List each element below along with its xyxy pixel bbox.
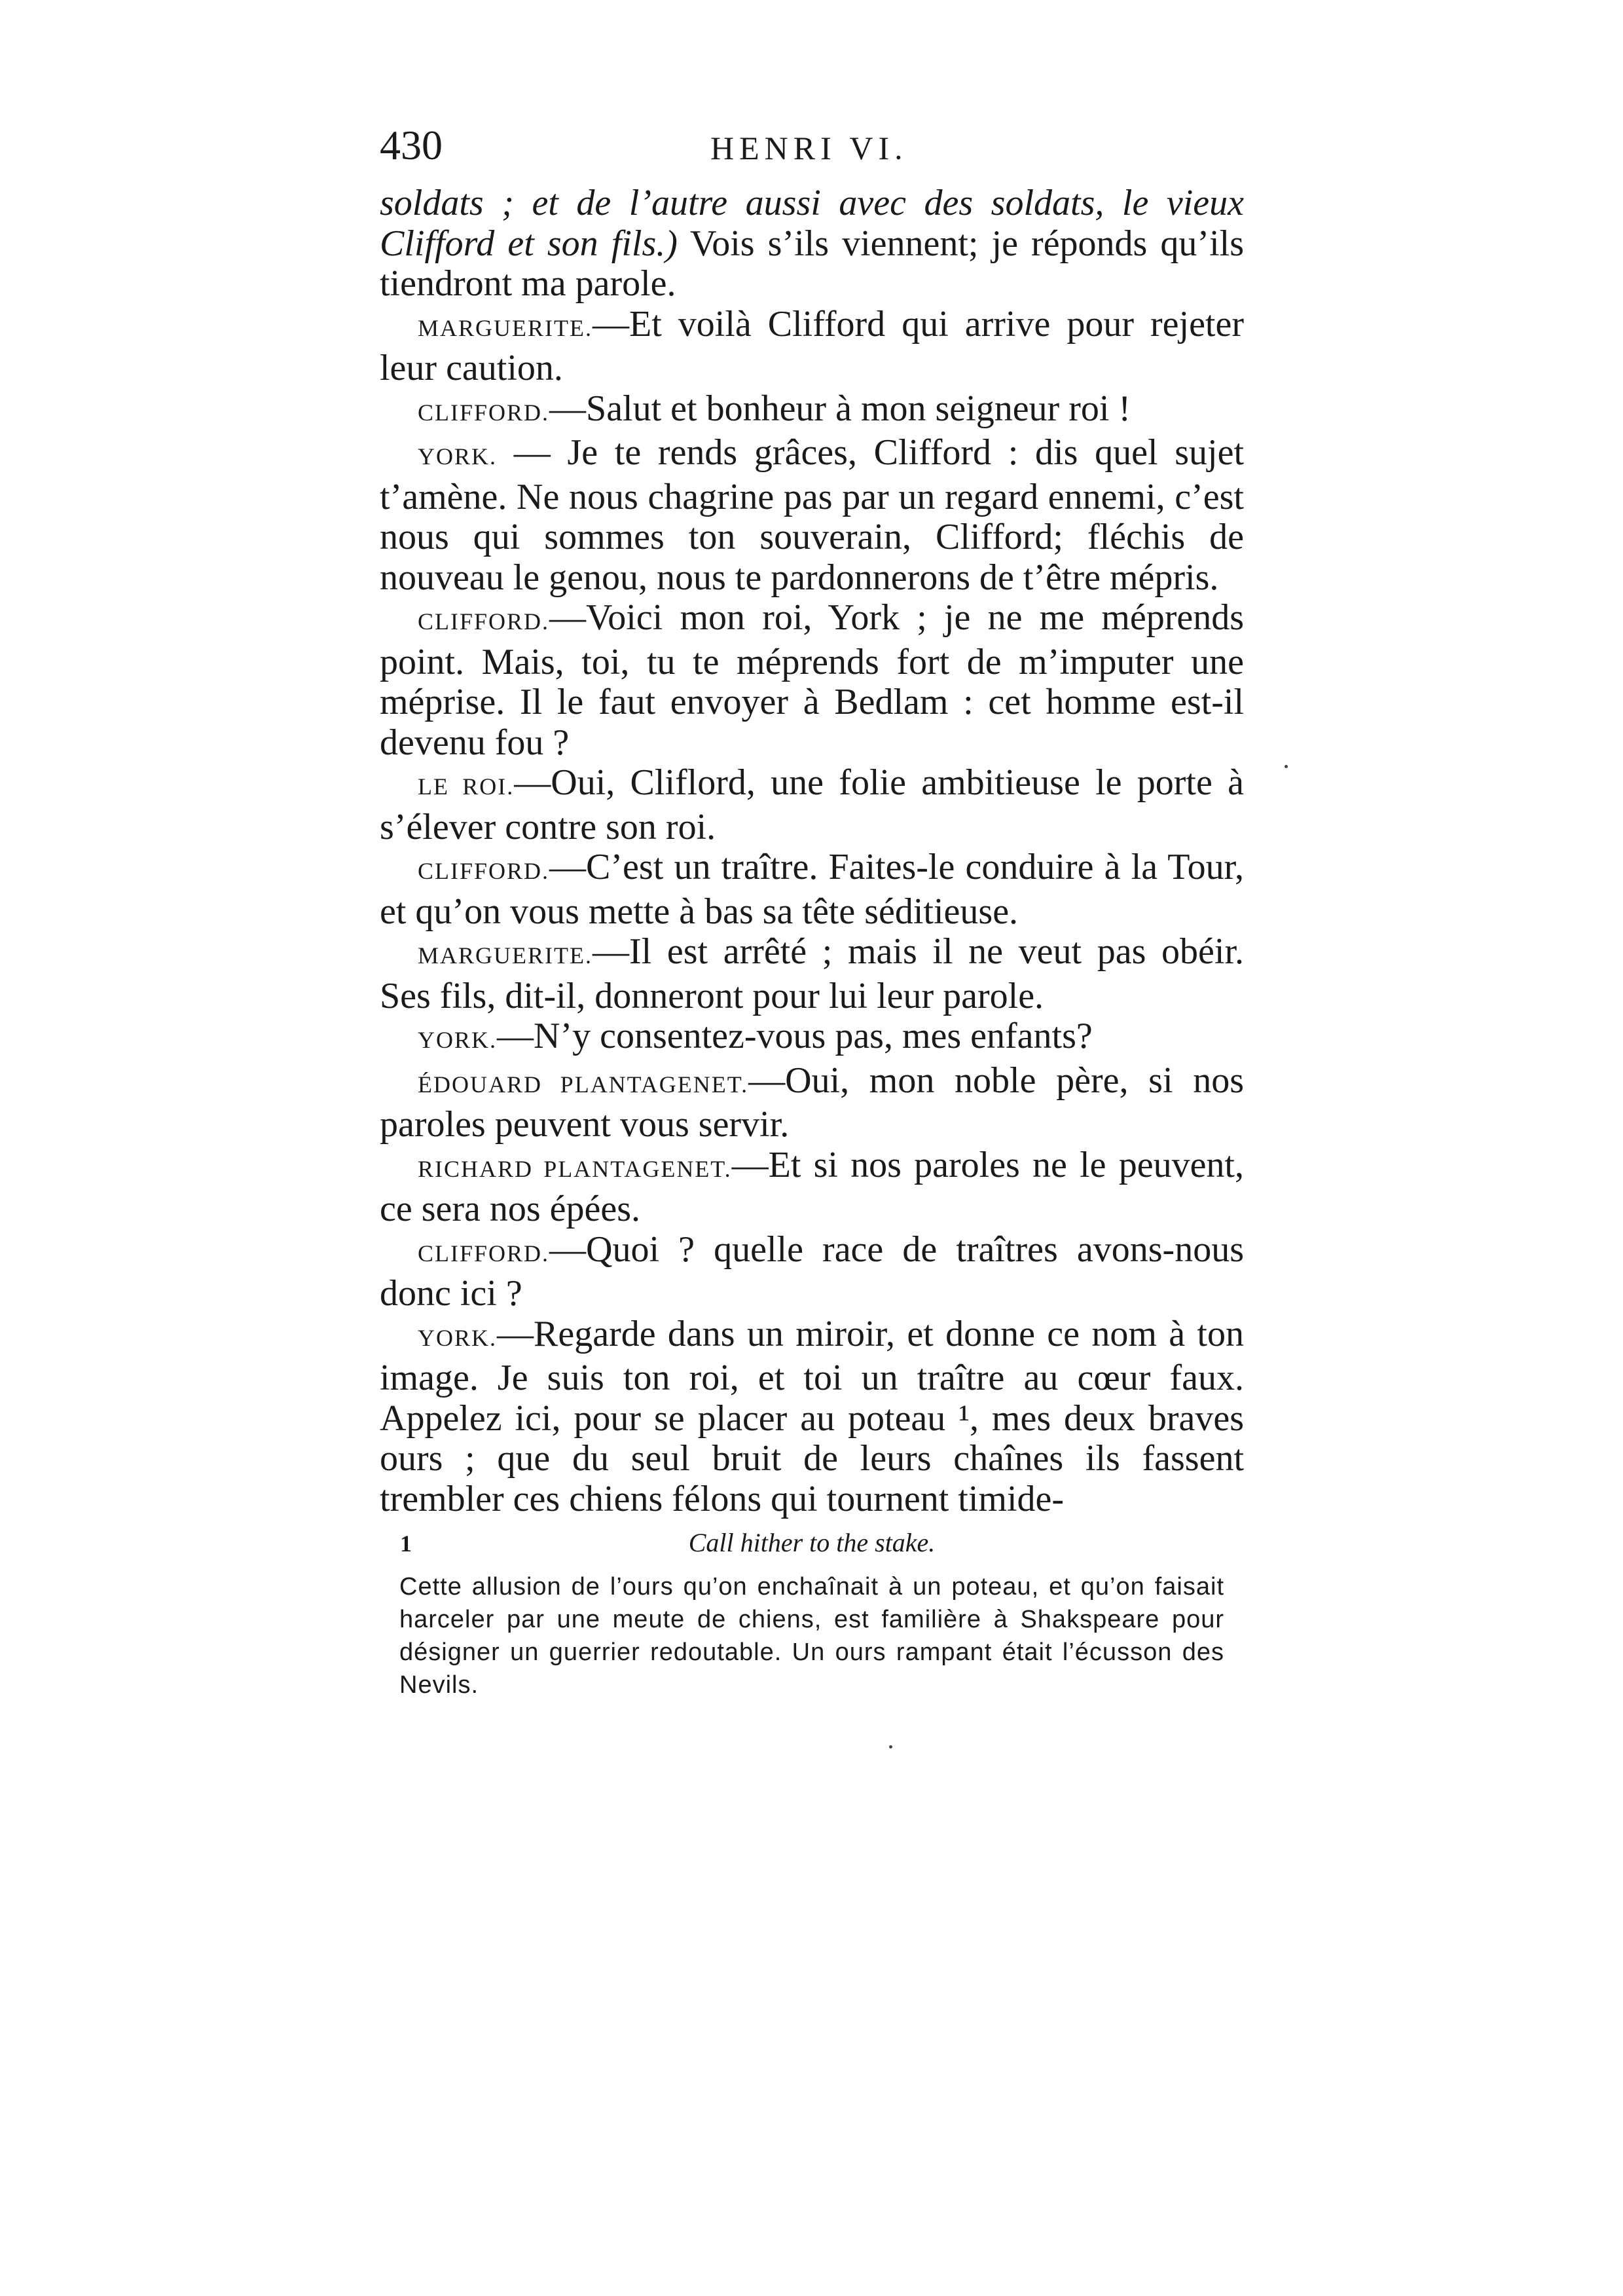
speech-text: —Il est arrêté ; mais il ne veut pas obéir. Ses fils, dit-il, donneront pour lui leur parole. [380, 931, 1244, 1016]
speaker-name: CLIFFORD. [418, 858, 550, 884]
opening-speech-text: Vois s’ils viennent; je réponds qu’ils tiendront ma parole. [380, 223, 1244, 304]
speech-text: —Salut et bonheur à mon seigneur roi ! [549, 388, 1131, 429]
speaker-name: YORK. [418, 1027, 498, 1053]
speech-text: —Oui, mon noble père, si nos paroles peuvent vous servir. [380, 1060, 1244, 1145]
speech [380, 847, 1244, 932]
speech-text: —C’est un traître. Faites-le conduire à la Tour, et qu’on vous mette à bas sa tête séditieuse. [380, 847, 1244, 932]
speech-text: —Et si nos paroles ne le peuvent, ce sera nos épées. [380, 1144, 1244, 1229]
speech [380, 1016, 1244, 1061]
print-speck [889, 1745, 892, 1749]
speech [380, 1061, 1244, 1145]
page-number: 430 [380, 122, 443, 168]
speaker-name: LE ROI. [418, 773, 515, 800]
speaker-name: CLIFFORD. [418, 399, 550, 426]
opening-paragraph [380, 183, 1244, 305]
stage-direction: soldats ; et de l’autre aussi avec des soldats, le vieux Clifford et son fils.) [380, 183, 1244, 264]
speaker-name: ÉDOUARD PLANTAGENET. [418, 1071, 749, 1098]
page-header [380, 121, 1244, 180]
speech-text: — Je te rends grâces, Clifford : dis quel sujet t’amène. Ne nous chagrine pas par un regard ennemi, c’est nous qui sommes ton souverain, Clifford; fléchis de nouveau le genou, nous te pardonnerons de t’être mépris. [380, 432, 1244, 598]
speaker-name: RICHARD PLANTAGENET. [418, 1155, 732, 1182]
footnote-text [399, 1570, 1224, 1701]
speaker-name: YORK. [418, 443, 498, 470]
footnote-quote: Call hither to the stake. [688, 1528, 936, 1557]
speech [380, 598, 1244, 763]
speech [380, 1314, 1244, 1520]
speaker-name: MARGUERITE. [418, 314, 593, 341]
speech [380, 1145, 1244, 1230]
speaker-name: MARGUERITE. [418, 942, 593, 969]
speaker-name: CLIFFORD. [418, 608, 550, 635]
speech-text: —Oui, Cliflord, une folie ambitieuse le porte à s’élever contre son roi. [380, 762, 1244, 847]
speech [380, 305, 1244, 389]
body-text [380, 183, 1244, 1519]
speech-text: —N’y consentez-vous pas, mes enfants? [497, 1016, 1093, 1056]
speech [380, 763, 1244, 847]
speaker-name: YORK. [418, 1324, 498, 1351]
speech [380, 433, 1244, 598]
running-title: HENRI VI. [710, 130, 908, 166]
speech [380, 389, 1244, 434]
footnote-marker: 1 [400, 1530, 412, 1557]
speech-text: —Regarde dans un miroir, et donne ce nom à ton image. Je suis ton roi, et toi un traître au cœur faux. Appelez ici, pour se placer au poteau ¹, mes deux braves ours ; que du seul bruit de leurs chaînes ils fassent trembler ces chiens félons qui tournent timide- [380, 1313, 1244, 1519]
print-speck [1285, 765, 1288, 768]
speech-text: —Quoi ? quelle race de traîtres avons-nous donc ici ? [380, 1229, 1244, 1314]
speech-text: —Et voilà Clifford qui arrive pour rejeter leur caution. [380, 303, 1244, 388]
speech-text: —Voici mon roi, York ; je ne me méprends point. Mais, toi, tu te méprends fort de m’imputer une méprise. Il le faut envoyer à Bedlam : cet homme est-il devenu fou ? [380, 597, 1244, 763]
speaker-name: CLIFFORD. [418, 1240, 550, 1267]
speech [380, 1230, 1244, 1314]
footnote-paragraph: Cette allusion de l’ours qu’on enchaînait à un poteau, et qu’on faisait harceler par une meute de chiens, est familière à Shakspeare pour désigner un guerrier redoutable. Un ours rampant était l’écusson des Nevils. [399, 1573, 1224, 1699]
speech [380, 932, 1244, 1016]
